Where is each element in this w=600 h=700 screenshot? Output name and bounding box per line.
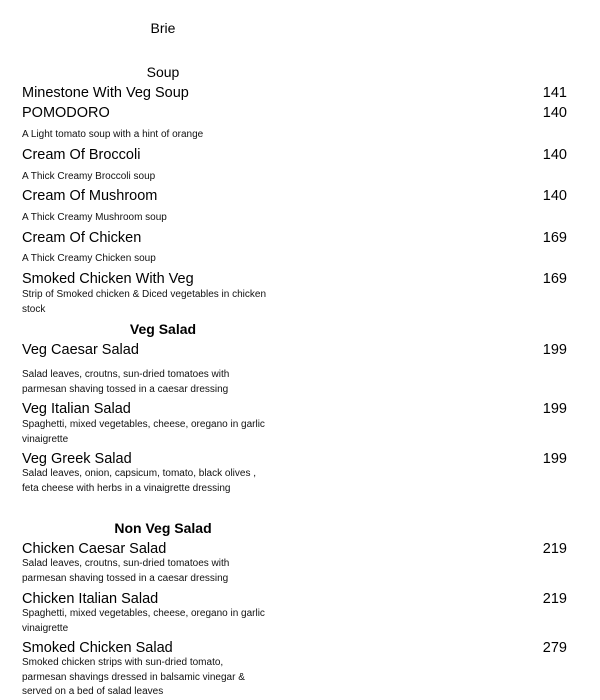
menu-item-price: 140 xyxy=(542,105,567,121)
menu-item-description: A Light tomato soup with a hint of orange xyxy=(22,129,204,140)
menu-item-description: A Thick Creamy Broccoli soup xyxy=(22,171,156,182)
menu-item-description: served on a bed of salad leaves xyxy=(22,686,164,697)
menu-item-name: Veg Italian Salad xyxy=(22,401,131,417)
menu-item-name: Veg Caesar Salad xyxy=(22,342,139,358)
menu-title: Brie xyxy=(150,20,176,36)
menu-item-description: feta cheese with herbs in a vinaigrette dressing xyxy=(22,483,231,494)
menu-item-price: 140 xyxy=(542,147,567,163)
menu-item-description: Salad leaves, croutns, sun-dried tomatoes with xyxy=(22,369,230,380)
menu-item-description: Salad leaves, onion, capsicum, tomato, black olives , xyxy=(22,468,257,479)
menu-item-description: Smoked chicken strips with sun-dried tomato, xyxy=(22,657,224,668)
menu-item-name: Cream Of Broccoli xyxy=(22,147,141,163)
menu-item-name: Chicken Italian Salad xyxy=(22,591,159,607)
menu-item-name: Smoked Chicken Salad xyxy=(22,640,173,656)
section-heading: Non Veg Salad xyxy=(114,520,212,536)
menu-item-description: parmesan shaving tossed in a caesar dressing xyxy=(22,573,229,584)
menu-item-description: A Thick Creamy Chicken soup xyxy=(22,253,156,264)
menu-item-description: stock xyxy=(22,304,46,315)
menu-item-price: 199 xyxy=(542,451,567,467)
menu-item-description: parmesan shavings dressed in balsamic vinegar & xyxy=(22,672,245,683)
menu-item-price: 140 xyxy=(542,188,567,204)
menu-item-name: Chicken Caesar Salad xyxy=(22,541,167,557)
menu-item-name: Minestone With Veg Soup xyxy=(22,85,189,101)
menu-item-price: 141 xyxy=(542,85,567,101)
menu-item-description: Strip of Smoked chicken & Diced vegetables in chicken xyxy=(22,289,267,300)
menu-item-description: Salad leaves, croutns, sun-dried tomatoes with xyxy=(22,558,230,569)
section-heading: Soup xyxy=(146,64,180,80)
menu-item-name: POMODORO xyxy=(22,105,110,121)
menu-item-description: Spaghetti, mixed vegetables, cheese, oregano in garlic xyxy=(22,419,265,430)
menu-item-name: Cream Of Chicken xyxy=(22,230,142,246)
menu-item-description: vinaigrette xyxy=(22,434,69,445)
menu-item-name: Cream Of Mushroom xyxy=(22,188,158,204)
menu-item-description: parmesan shaving tossed in a caesar dressing xyxy=(22,384,229,395)
section-heading: Veg Salad xyxy=(129,321,197,337)
menu-item-description: vinaigrette xyxy=(22,623,69,634)
menu-item-price: 279 xyxy=(542,640,567,656)
menu-item-description: A Thick Creamy Mushroom soup xyxy=(22,212,167,223)
menu-item-price: 199 xyxy=(542,401,567,417)
menu-item-price: 169 xyxy=(542,271,567,287)
menu-item-name: Veg Greek Salad xyxy=(22,451,132,467)
menu-item-price: 169 xyxy=(542,230,567,246)
menu-item-name: Smoked Chicken With Veg xyxy=(22,271,194,287)
menu-item-price: 219 xyxy=(542,541,567,557)
menu-item-price: 199 xyxy=(542,342,567,358)
menu-item-price: 219 xyxy=(542,591,567,607)
menu-item-description: Spaghetti, mixed vegetables, cheese, oregano in garlic xyxy=(22,608,265,619)
